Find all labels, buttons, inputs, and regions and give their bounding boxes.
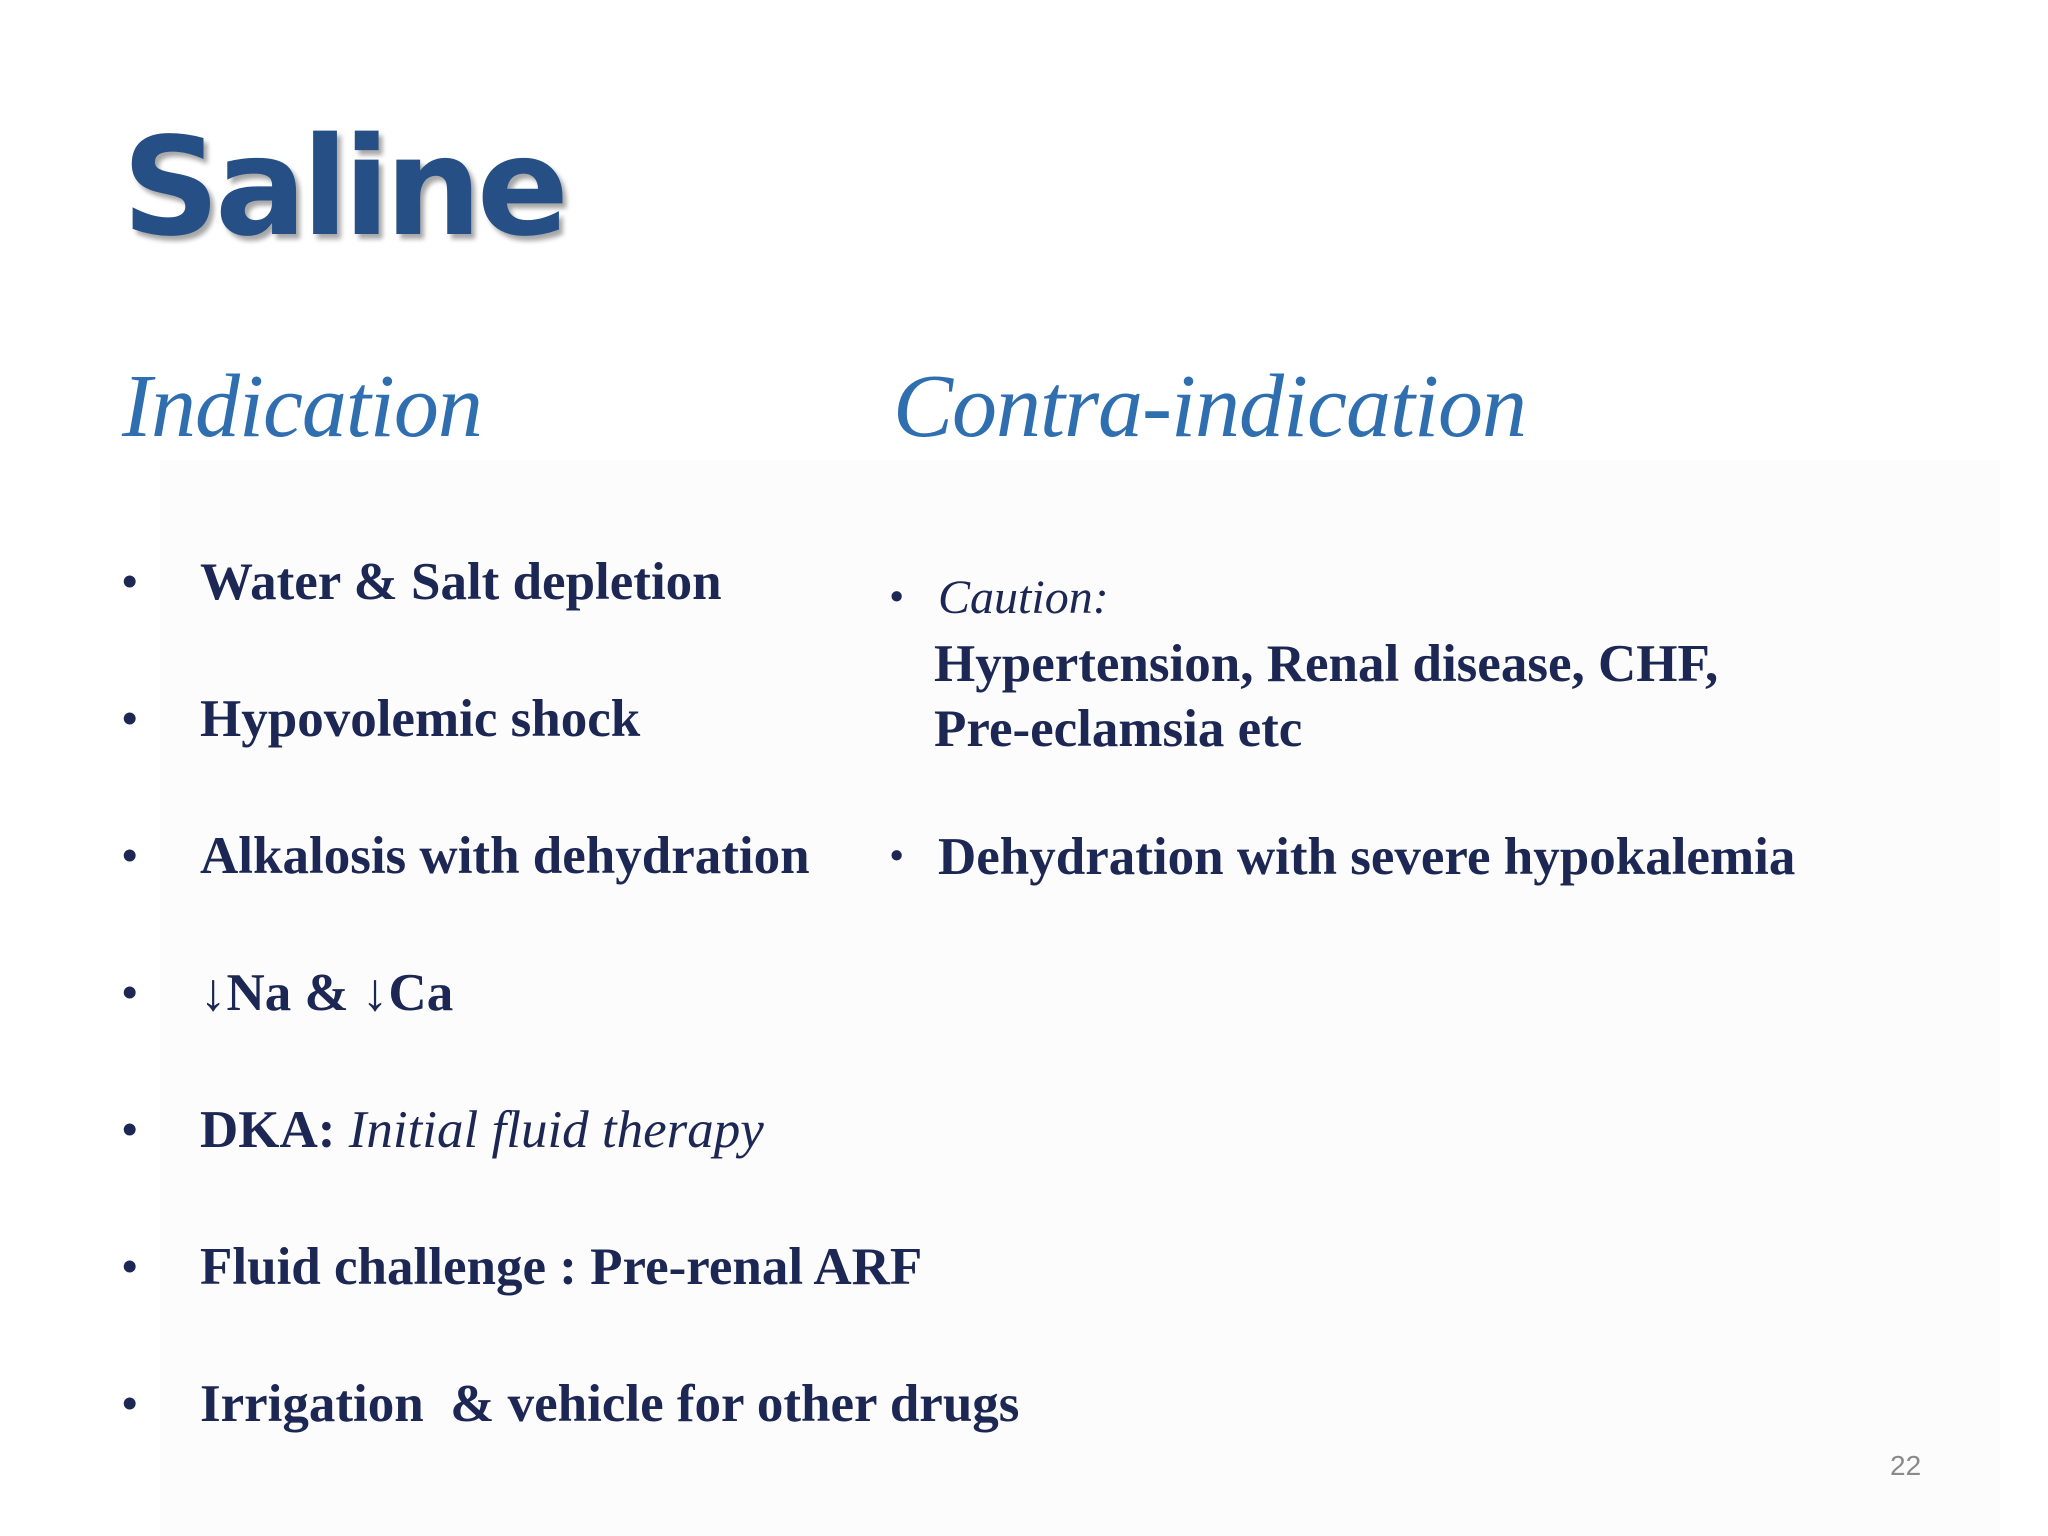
indication-item-text: Alkalosis with dehydration bbox=[200, 827, 810, 885]
caution-line: Hypertension, Renal disease, CHF, bbox=[934, 635, 1719, 693]
indication-item-text: Irrigation & vehicle for other drugs bbox=[200, 1375, 1020, 1433]
bullet-icon: • bbox=[122, 1105, 138, 1154]
bullet-icon: • bbox=[122, 694, 138, 743]
contra-indication-item-text: Dehydration with severe hypokalemia bbox=[938, 828, 1796, 886]
indication-item-text: Fluid challenge : Pre-renal ARF bbox=[200, 1238, 923, 1296]
dka-note: Initial fluid therapy bbox=[348, 1101, 764, 1159]
bullet-icon: • bbox=[122, 831, 138, 880]
caution-label: Caution: bbox=[938, 571, 1109, 624]
indication-item-text: Hypovolemic shock bbox=[200, 690, 641, 748]
contra-indication-heading: Contra-indication bbox=[893, 357, 1526, 456]
indication-item-text: ↓Na & ↓Ca bbox=[200, 964, 454, 1022]
bullet-icon: • bbox=[122, 968, 138, 1017]
dka-label: DKA: bbox=[200, 1101, 336, 1159]
indication-heading: Indication bbox=[122, 357, 482, 456]
bullet-icon: • bbox=[122, 1242, 138, 1291]
indication-item-text bbox=[200, 1101, 764, 1159]
caution-line: Pre-eclamsia etc bbox=[934, 700, 1303, 758]
bullet-icon: • bbox=[890, 835, 904, 877]
bullet-icon: • bbox=[122, 557, 138, 606]
page-number: 22 bbox=[1890, 1450, 1922, 1481]
indication-item-text: Water & Salt depletion bbox=[200, 553, 722, 611]
slide-title: Saline bbox=[122, 109, 565, 267]
bullet-icon: • bbox=[890, 576, 904, 618]
bullet-icon: • bbox=[122, 1379, 138, 1428]
